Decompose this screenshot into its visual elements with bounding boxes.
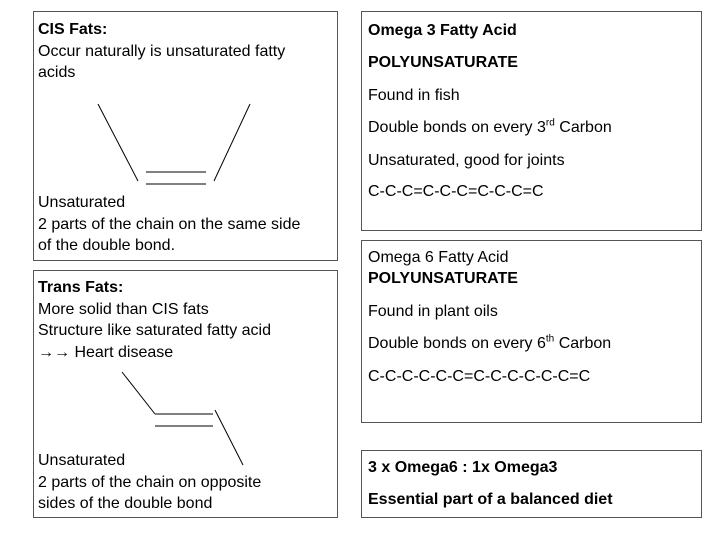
omega6-formula: C-C-C-C-C-C=C-C-C-C-C-C=C [368,368,591,385]
cis-description-line1: Occur naturally is unsaturated fatty [38,43,286,60]
trans-caption-line2: 2 parts of the chain on opposite [38,474,262,491]
omega-ratio: 3 x Omega6 : 1x Omega3 [368,459,558,476]
omega3-title: Omega 3 Fatty Acid [368,22,517,39]
omega6-bond-text: Double bonds on every 6 [368,335,546,352]
omega3-bond-unit: Carbon [554,119,612,136]
trans-effect-text: Heart disease [70,344,174,361]
omega3-type: POLYUNSATURATE [368,54,518,71]
trans-description-line2: Structure like saturated fatty acid [38,322,271,339]
omega6-bond-ordinal: th [545,333,555,345]
omega3-bond-frequency [368,117,612,138]
balanced-diet-note: Essential part of a balanced diet [368,491,613,508]
cis-caption-line2: 2 parts of the chain on the same side [38,216,301,233]
cis-description-line2: acids [38,64,76,81]
trans-caption-line1: Unsaturated [38,452,126,469]
cis-title: CIS Fats: [38,21,108,38]
trans-title: Trans Fats: [38,279,124,296]
omega3-benefit: Unsaturated, good for joints [368,152,565,169]
omega3-formula: C-C-C=C-C-C=C-C-C=C [368,183,544,200]
omega3-bond-text: Double bonds on every 3 [368,119,546,136]
trans-description-line1: More solid than CIS fats [38,301,209,318]
trans-chain-left [122,372,155,414]
omega3-source: Found in fish [368,87,460,104]
trans-chain-right [215,410,243,465]
omega3-bond-ordinal: rd [545,117,555,129]
omega6-type: POLYUNSATURATE [368,270,518,287]
trans-caption-line3: sides of the double bond [38,495,213,512]
double-arrow-icon: →→ [38,344,70,361]
omega6-bond-frequency [368,333,611,354]
omega6-title: Omega 6 Fatty Acid [368,249,509,266]
cis-caption-line3: of the double bond. [38,237,176,254]
omega6-bond-unit: Carbon [554,335,612,352]
cis-caption-line1: Unsaturated [38,194,126,211]
omega6-source: Found in plant oils [368,303,498,320]
